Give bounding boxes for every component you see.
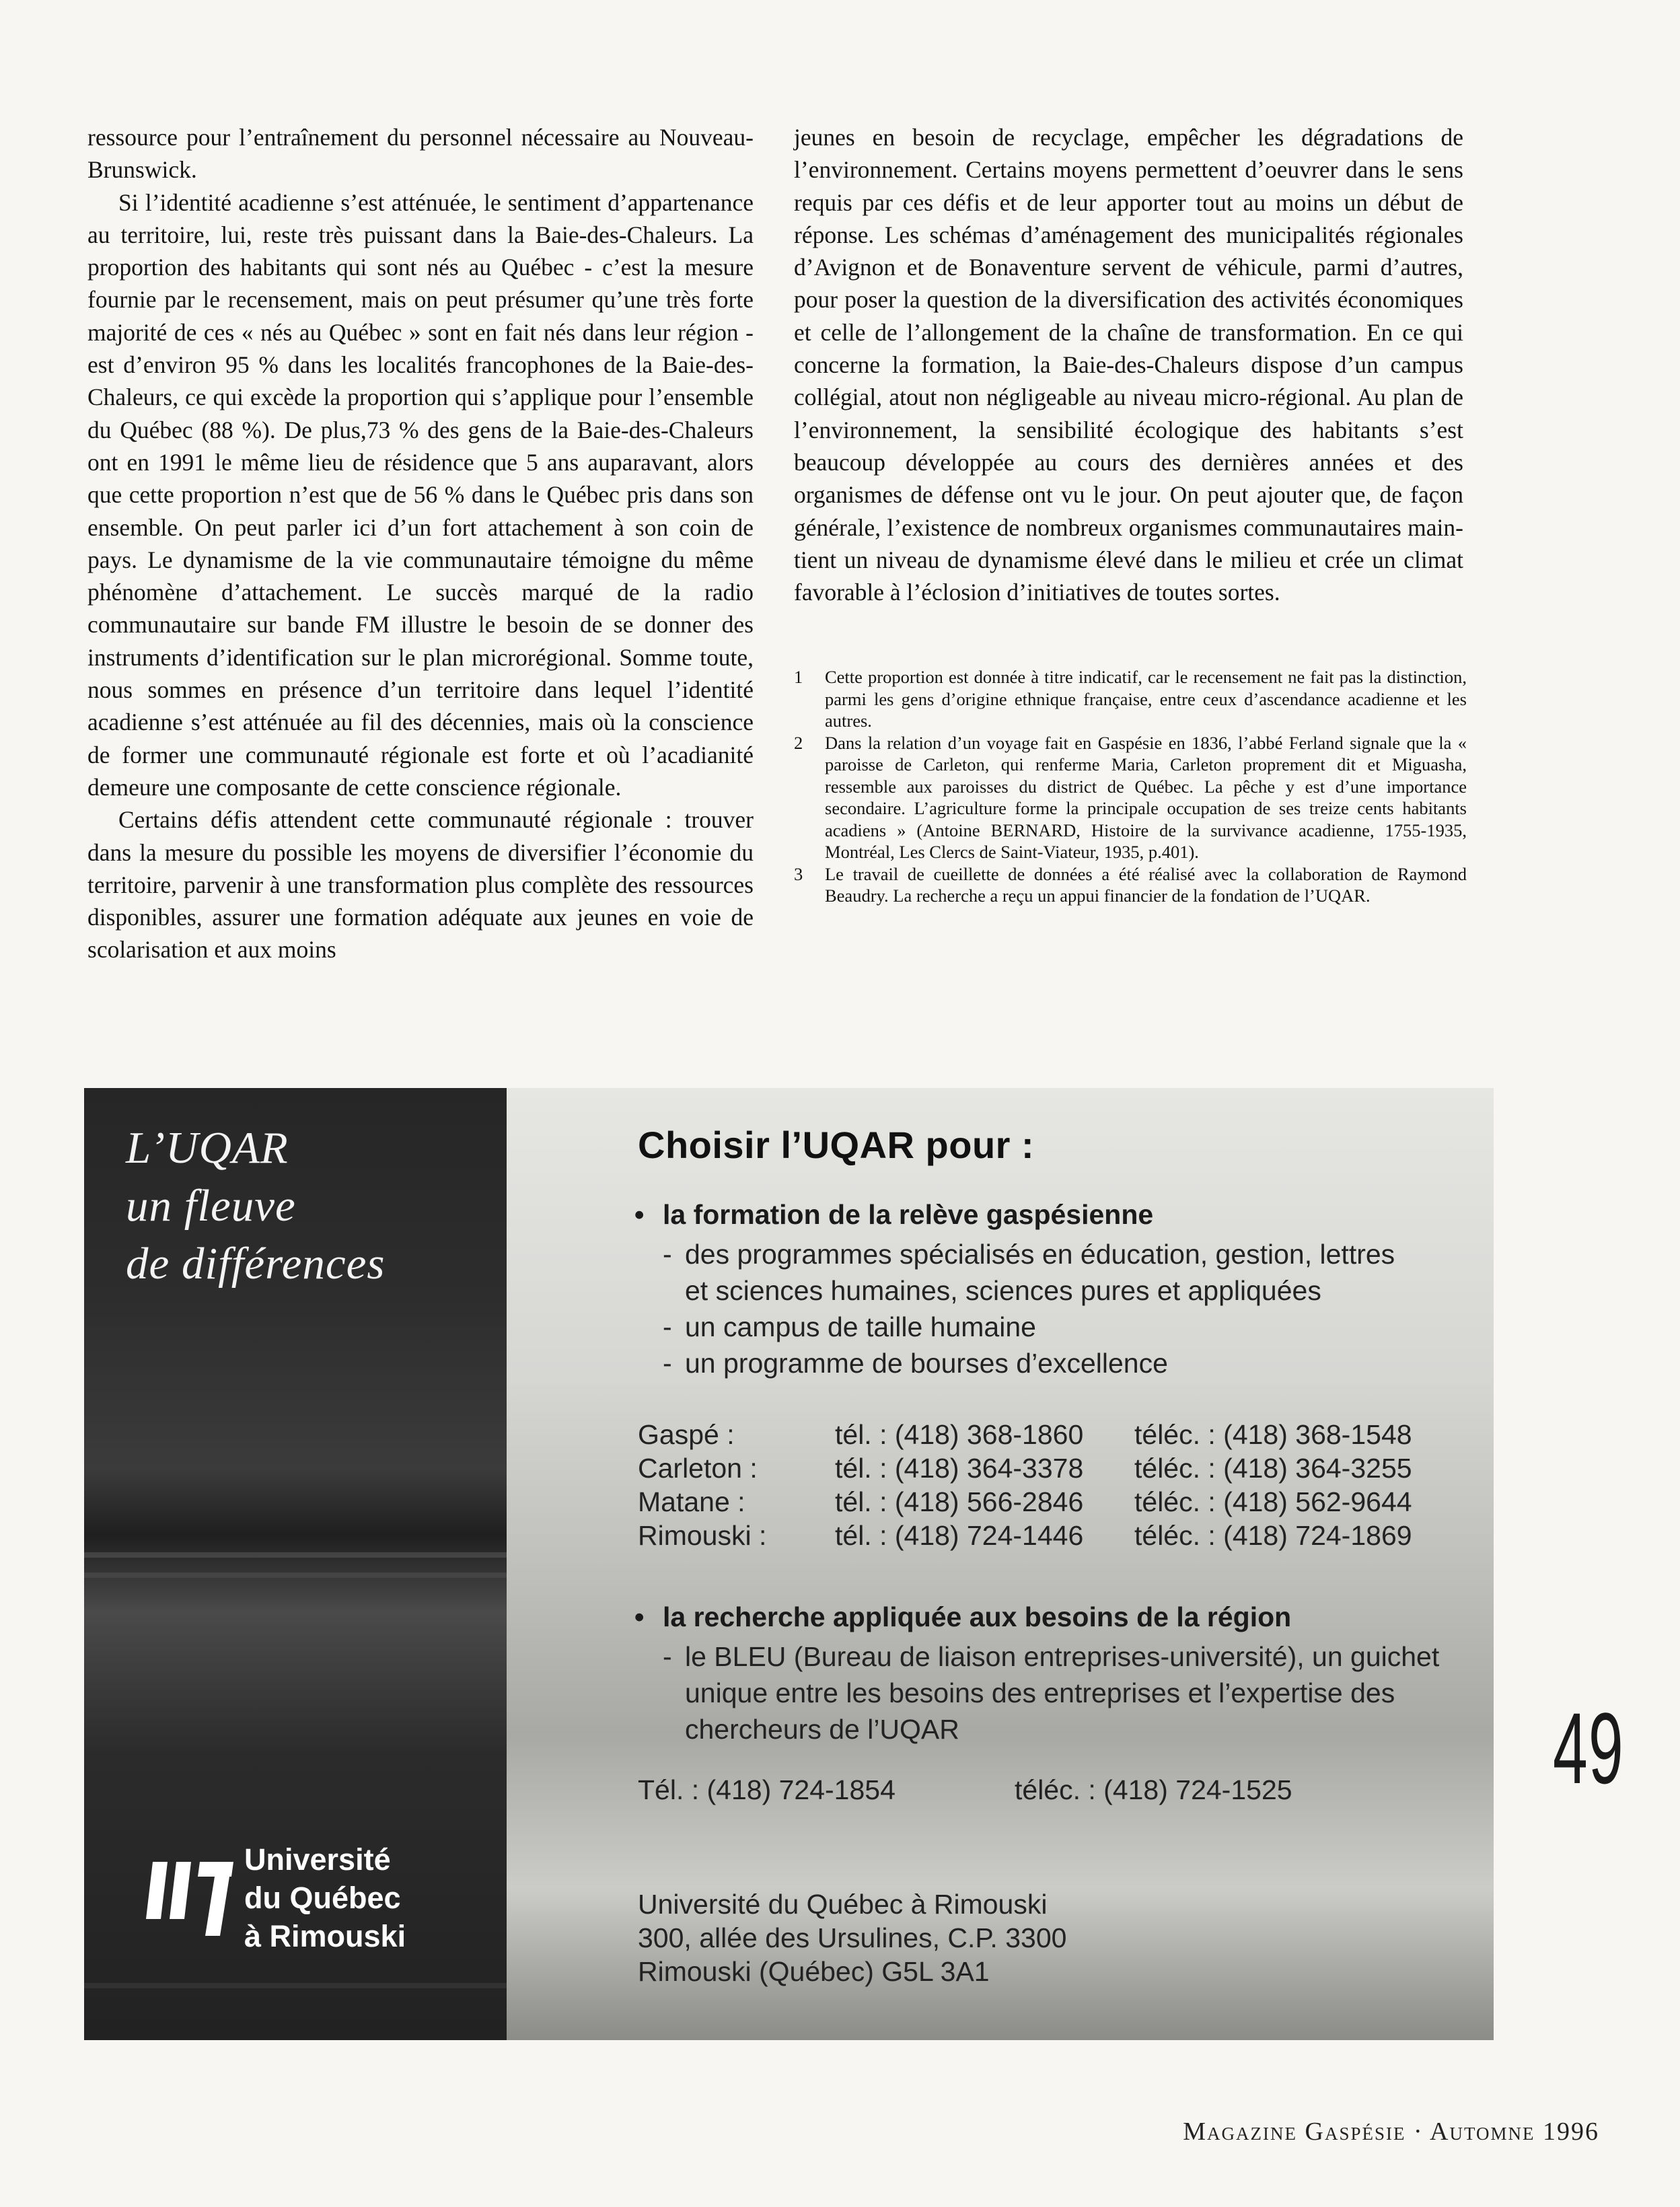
university-name-line: du Québec [244, 1881, 401, 1915]
footnote [794, 732, 1467, 863]
list-item: - le BLEU (Bureau de liaison entreprises-université), un guichet [663, 1641, 1440, 1672]
address-line: Rimouski (Québec) G5L 3A1 [638, 1956, 990, 1987]
phone-number: Tél. : (418) 724-1854 [638, 1774, 896, 1805]
bullet-icon: • [634, 1199, 645, 1230]
bullet-title: la formation de la relève gaspésienne [663, 1199, 1154, 1230]
footnote-number: 2 [794, 732, 803, 753]
decorative-wave [84, 1552, 507, 1558]
page-number: 49 [1553, 1692, 1624, 1805]
fax-number: téléc. : (418) 724-1525 [1015, 1774, 1292, 1805]
footnote-text: Le travail de cueillette de données a été réalisé avec la collaboration de Raymond Beaudry. La recherche a reçu un appui financier de la fondation de l’UQAR. [825, 863, 1467, 906]
ad-dark-panel [84, 1088, 507, 2040]
bullet-training [634, 1199, 1153, 1231]
footnote [794, 666, 1467, 732]
list-item: - un programme de bourses d’excellence [663, 1348, 1168, 1379]
address-line: 300, allée des Ursulines, C.P. 3300 [638, 1922, 1067, 1953]
slogan-line: L’UQAR [126, 1123, 289, 1173]
footnote-text: Dans la relation d’un voyage fait en Gaspésie en 1836, l’abbé Ferland signale que la « paroisse de Carleton, qui renferme Maria, Carleton proprement dit et Miguasha, ressemble aux paroisses du district de Québec. La pêche y est d’une importance secondaire. L’agriculture forme la principale occupation de ses treize cents habitants acadiens » (Antoine BERNARD, Histoire de la survivance acadienne, 1755-1935, Montréal, Les Clercs de Saint-Viateur, 1935, p.401). [825, 732, 1467, 862]
list-item: - un campus de taille humaine [663, 1311, 1036, 1342]
phone-number: tél. : (418) 566-2846 [835, 1486, 1084, 1517]
list-item: - des programmes spécialisés en éducation, gestion, lettres [663, 1239, 1395, 1270]
phone-number: tél. : (418) 724-1446 [835, 1520, 1084, 1551]
phone-number: tél. : (418) 364-3378 [835, 1453, 1084, 1484]
contact-row [638, 1519, 1444, 1552]
address-line: Université du Québec à Rimouski [638, 1889, 1048, 1920]
article-column-right [794, 121, 1463, 608]
paragraph: Certains défis attendent cette communauté régionale : trouver dans la mesure du possible les moyens de diversifier l’économie du territoire, parvenir à une transformation plus complète des ressources disponibles, assurer une formation adéquate aux jeunes en voie de scolarisation et aux moins [87, 806, 754, 964]
phone-number: tél. : (418) 368-1860 [835, 1419, 1084, 1450]
campus-name: Matane : [638, 1486, 745, 1517]
list-item-continuation: et sciences humaines, sciences pures et appliquées [685, 1275, 1321, 1306]
article-column-left [87, 121, 754, 966]
contact-row [638, 1418, 1444, 1451]
fax-number: téléc. : (418) 364-3255 [1134, 1453, 1412, 1484]
paragraph: jeunes en besoin de recyclage, empêcher les dégradations de l’environnement. Certains moyens permettent d’oeuvrer dans le sens requis par ces défis et de leur apporter tout au moins un début de réponse. Les schémas d’aménagement des municipalités régionales d’Avignon et de Bonaventure servent de véhicule, parmi d’autres, pour poser la question de la diversification des activités économiques et celle de l’allongement de la chaîne de transformation. En ce qui concerne la formation, la Baie-des-Chaleurs dispose d’un campus collégial, atout non négligeable au niveau micro-régional. Au plan de l’environnement, la sensibilité écologique des habitants s’est beaucoup développée au cours des dernières années et des organismes de défense ont vu le jour. On peut ajouter que, de façon générale, l’existence de nombreux organismes communautaires maintient un niveau de dynamisme élevé dans le milieu et crée un climat favorable à l’éclosion d’initiatives de toutes sortes. [794, 124, 1463, 606]
list-item-continuation: chercheurs de l’UQAR [685, 1714, 959, 1745]
fax-number: téléc. : (418) 562-9644 [1134, 1486, 1412, 1517]
fax-number: téléc. : (418) 368-1548 [1134, 1419, 1412, 1450]
slogan-line: de différences [126, 1239, 386, 1289]
slogan-line: un fleuve [126, 1181, 296, 1231]
bullet-title: la recherche appliquée aux besoins de la région [663, 1601, 1292, 1632]
paragraph: ressource pour l’entraînement du personnel nécessaire au Nouveau-Brunswick. [87, 124, 754, 184]
decorative-wave [84, 1572, 507, 1578]
university-name-line: Université [244, 1842, 391, 1877]
campus-contacts [638, 1418, 1444, 1552]
footnote-text: Cette proportion est donnée à titre indicatif, car le recensement ne fait pas la distinction, parmi les gens d’origine ethnique française, entre ceux d’ascendance acadienne et les autres. [825, 667, 1467, 731]
list-item-continuation: unique entre les besoins des entreprises et l’expertise des [685, 1677, 1395, 1708]
footnote-number: 1 [794, 667, 803, 687]
bullet-icon: • [634, 1601, 645, 1632]
paragraph: Si l’identité acadienne s’est atténuée, le sentiment d’appartenance au territoire, lui, reste très puissant dans la Baie-des-Chaleurs. La proportion des habitants qui sont nés au Québec - c’est la mesure fournie par le recensement, mais on peut présumer qu’une très forte majorité de ces « nés au Québec » sont en fait nés dans leur région - est d’environ 95 % dans les localités francophones de la Baie-des-Chaleurs, ce qui excède la proportion qui s’applique pour l’ensemble du Québec (88 %). De plus,73 % des gens de la Baie-des-Chaleurs ont en 1991 le même lieu de résidence que 5 ans auparavant, alors que cette proportion n’est que de 56 % dans le Québec pris dans son ensemble. On peut parler ici d’un fort attachement à son coin de pays. Le dynamisme de la vie communautaire témoigne du même phénomène d’attachement. Le succès marqué de la radio communautaire sur bande FM illustre le besoin de se donner des instruments d’identification sur le plan microrégional. Somme toute, nous sommes en présence d’un territoire dans lequel l’identité acadienne s’est atténuée au fil des décennies, mais où la conscience de former une communauté régionale est forte et où l’acadianité demeure une composante de cette conscience régionale. [87, 188, 754, 801]
bullet-research [634, 1601, 1291, 1633]
footnote-number: 3 [794, 863, 803, 884]
ad-heading: Choisir l’UQAR pour : [638, 1124, 1035, 1166]
magazine-footer: Magazine Gaspésie · Automne 1996 [1183, 2118, 1599, 2146]
fax-number: téléc. : (418) 724-1869 [1134, 1520, 1412, 1551]
footnotes [794, 666, 1467, 907]
uqar-advertisement [84, 1088, 1494, 2040]
postal-address [638, 1887, 1066, 1988]
decorative-wave [84, 1983, 507, 1988]
contact-row [638, 1485, 1444, 1519]
footnote [794, 863, 1467, 907]
campus-name: Gaspé : [638, 1419, 735, 1450]
research-contact [638, 1774, 1292, 1806]
ad-content [547, 1088, 1475, 2040]
uqar-logo-icon [139, 1848, 240, 1939]
ad-slogan [126, 1119, 385, 1293]
campus-name: Rimouski : [638, 1520, 767, 1551]
research-list [663, 1638, 1439, 1747]
university-name-line: à Rimouski [244, 1919, 406, 1953]
university-name [244, 1840, 406, 1955]
contact-row [638, 1451, 1444, 1485]
training-list [663, 1236, 1395, 1381]
campus-name: Carleton : [638, 1453, 758, 1484]
